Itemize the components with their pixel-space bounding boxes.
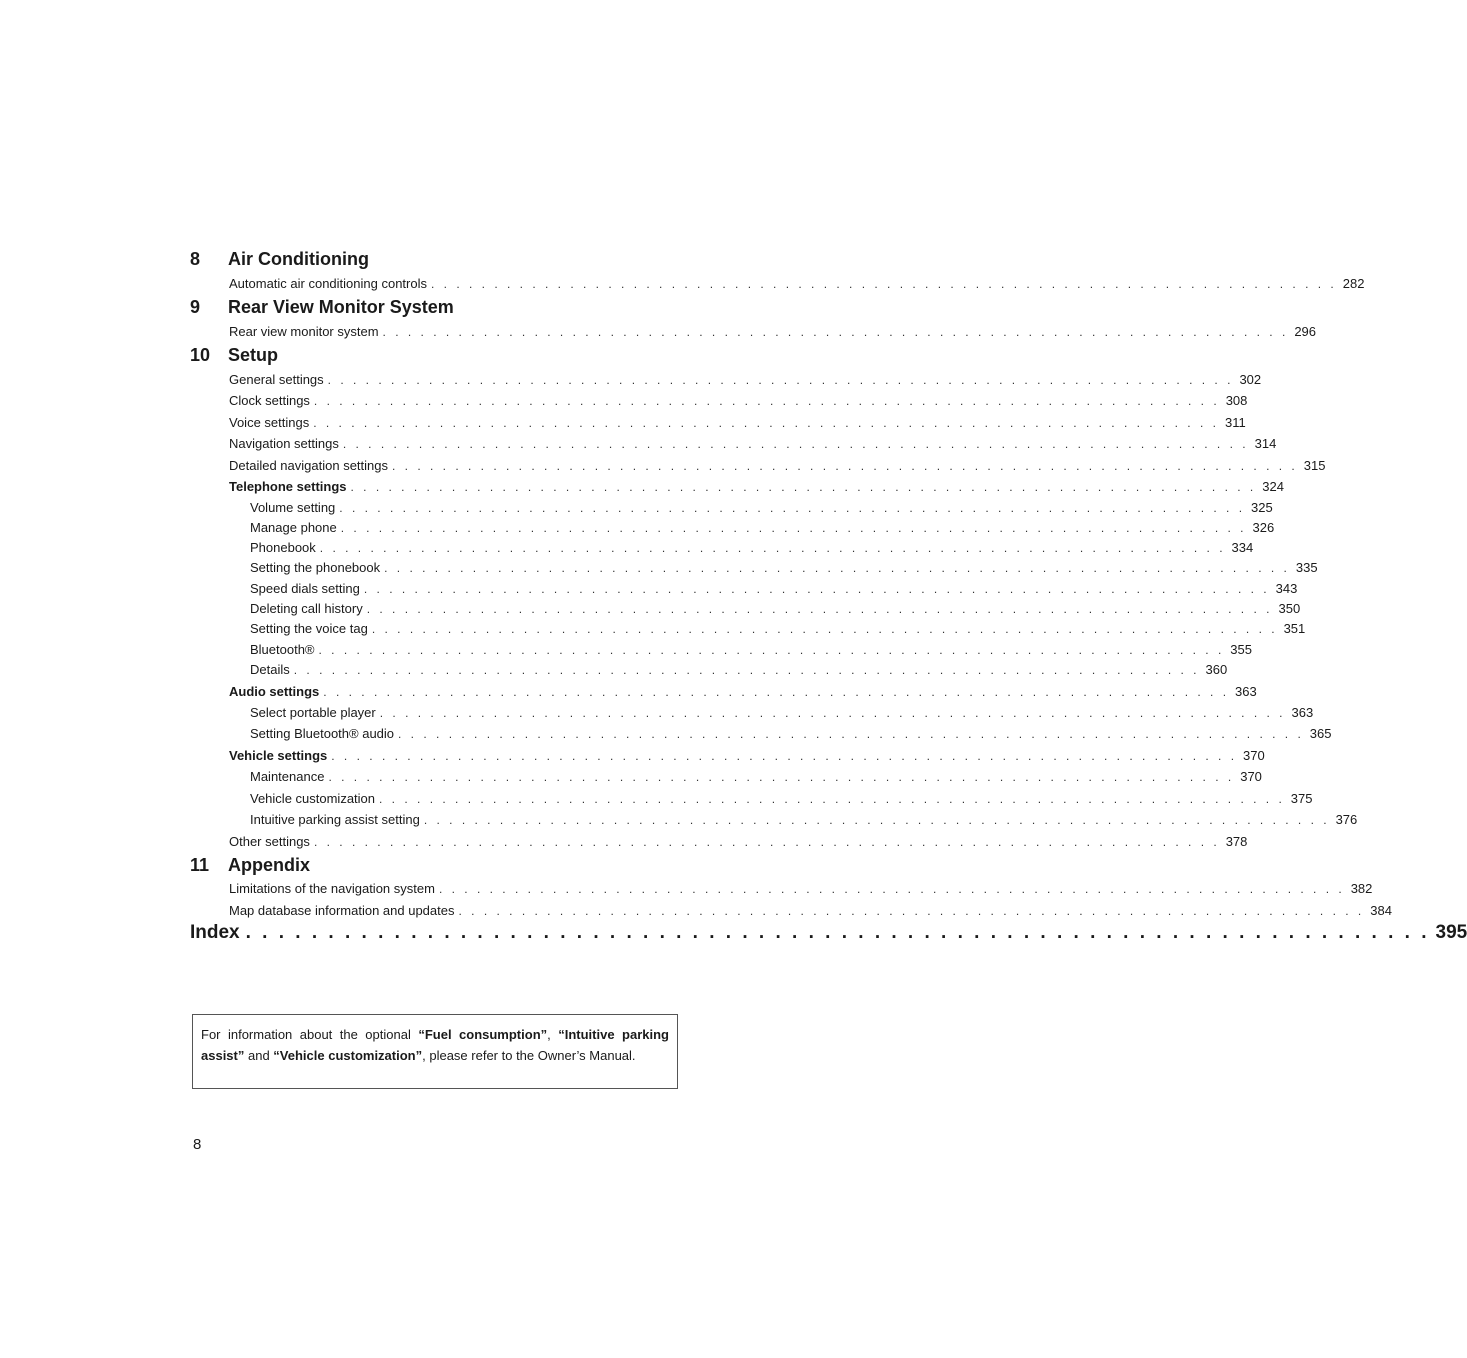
dot-leader: . . . . . . . . . . . . . . . . . . . . . . . . . . . . . . . . . . . . . . . . . . . . . . . . . . . . . . . . . . . . . . . . . . . . . . . .: [379, 792, 1285, 806]
entry-title: Setting Bluetooth® audio: [250, 726, 395, 741]
dot-leader: . . . . . . . . . . . . . . . . . . . . . . . . . . . . . . . . . . . . . . . . . . . . . . . . . . . . . . . . . . . . . . . . . . . . . . . .: [458, 904, 1365, 918]
entry-page: 296: [1294, 324, 1317, 339]
entry-title: Select portable player: [250, 705, 376, 720]
entry-page: 282: [1342, 276, 1365, 291]
toc-entry[interactable]: [229, 276, 1365, 293]
dot-leader: . . . . . . . . . . . . . . . . . . . . . . . . . . . . . . . . . . . . . . . . . . . . . . . . . . . . . . . . . . . . . . . . . . . . . . . .: [438, 882, 1345, 896]
index-entry[interactable]: [190, 922, 1467, 948]
toc-entry[interactable]: [229, 834, 1248, 851]
toc-subentry[interactable]: [250, 621, 1306, 638]
entry-page: 343: [1275, 581, 1298, 596]
dot-leader: . . . . . . . . . . . . . . . . . . . . . . . . . . . . . . . . . . . . . . . . . . . . . . . . . . . . . . . . . . . . . . . . . . . . . . . .: [313, 394, 1220, 408]
toc-subentry[interactable]: [250, 705, 1314, 722]
dot-leader: . . . . . . . . . . . . . . . . . . . . . . . . . . . . . . . . . . . . . . . . . . . . . . . . . . . . . . . . . . . . . . . . . . . . . . . .: [431, 277, 1337, 291]
dot-leader: . . . . . . . . . . . . . . . . . . . . . . . . . . . . . . . . . . . . . . . . . . . . . . . . . . . . . . . . . . . . . . . . . . . . . . . .: [384, 561, 1290, 575]
section-heading-air-conditioning: [190, 249, 369, 270]
entry-page: 360: [1205, 662, 1228, 677]
dot-leader: . . . . . . . . . . . . . . . . . . . . . . . . . . . . . . . . . . . . . . . . . . . . . . . . . . . . . . . . . . . . . . . . . . . . . . . .: [339, 501, 1246, 515]
entry-page: 350: [1278, 601, 1301, 616]
toc-entry[interactable]: [229, 372, 1262, 389]
dot-leader: . . . . . . . . . . . . . . . . . . . . . . . . . . . . . . . . . . . . . . . . . . . . . . . . . . . . . . . . . . . . . . . . . . . . . . . .: [340, 521, 1247, 535]
entry-title: Volume setting: [250, 500, 336, 515]
section-number: 8: [190, 249, 201, 269]
note-text: ,: [547, 1027, 559, 1042]
entry-title: Telephone settings: [229, 479, 347, 494]
section-title: Setup: [228, 345, 279, 365]
dot-leader: . . . . . . . . . . . . . . . . . . . . . . . . . . . . . . . . . . . . . . . . . . . . . . . . . . . . . . . . . . . . . . . . . . . . . . . .: [423, 813, 1330, 827]
entry-page: 363: [1235, 684, 1257, 699]
toc-entry-group[interactable]: [229, 748, 1265, 765]
dot-leader: . . . . . . . . . . . . . . . . . . . . . . . . . . . . . . . . . . . . . . . . . . . . . . . . . . . . . . . . . . . . . . . . . . . . . . . .: [366, 602, 1273, 616]
entry-page: 382: [1350, 881, 1373, 896]
toc-entry-group[interactable]: [229, 479, 1284, 496]
dot-leader: . . . . . . . . . . . . . . . . . . . . . . . . . . . . . . . . . . . . . . . . . . . . . . . . . . . . . . . . . . . . . . . . . . . . . . . .: [382, 325, 1289, 339]
entry-title: Phonebook: [250, 540, 316, 555]
entry-page: 314: [1254, 436, 1277, 451]
entry-page: 365: [1309, 726, 1332, 741]
entry-title: Bluetooth®: [250, 642, 315, 657]
entry-page: 335: [1295, 560, 1318, 575]
entry-page: 315: [1303, 458, 1326, 473]
note-highlight-fuel-consumption: “Fuel consumption”: [418, 1027, 548, 1042]
dot-leader: . . . . . . . . . . . . . . . . . . . . . . . . . . . . . . . . . . . . . . . . . . . . . . . . . . . . . . . . . . . . . . . . . . . . . . . .: [313, 416, 1219, 430]
entry-page: 375: [1290, 791, 1313, 806]
toc-subentry[interactable]: [250, 601, 1301, 618]
section-title: Air Conditioning: [228, 249, 369, 269]
entry-page: 325: [1251, 500, 1273, 515]
entry-page: 302: [1239, 372, 1262, 387]
section-number: 10: [190, 345, 211, 365]
entry-page: 351: [1283, 621, 1306, 636]
entry-page: 384: [1370, 903, 1392, 918]
entry-title: Deleting call history: [250, 601, 363, 616]
dot-leader: . . . . . . . . . . . . . . . . . . . . . . . . . . . . . . . . . . . . . . . . . . . . . . . . . . . . . . . . . . . . . . . . . . . . . . . .: [245, 922, 1430, 943]
dot-leader: . . . . . . . . . . . . . . . . . . . . . . . . . . . . . . . . . . . . . . . . . . . . . . . . . . . . . . . . . . . . . . . . . . . . . . . .: [398, 727, 1304, 741]
section-title: Rear View Monitor System: [228, 297, 454, 317]
dot-leader: . . . . . . . . . . . . . . . . . . . . . . . . . . . . . . . . . . . . . . . . . . . . . . . . . . . . . . . . . . . . . . . . . . . . . . . .: [371, 622, 1278, 636]
entry-page: 370: [1240, 769, 1262, 784]
entry-title: Voice settings: [229, 415, 310, 430]
dot-leader: . . . . . . . . . . . . . . . . . . . . . . . . . . . . . . . . . . . . . . . . . . . . . . . . . . . . . . . . . . . . . . . . . . . . . . . .: [331, 749, 1238, 763]
dot-leader: . . . . . . . . . . . . . . . . . . . . . . . . . . . . . . . . . . . . . . . . . . . . . . . . . . . . . . . . . . . . . . . . . . . . . . . .: [379, 706, 1286, 720]
toc-subentry[interactable]: [250, 791, 1313, 808]
page-number: 8: [193, 1136, 202, 1153]
dot-leader: . . . . . . . . . . . . . . . . . . . . . . . . . . . . . . . . . . . . . . . . . . . . . . . . . . . . . . . . . . . . . . . . . . . . . . . .: [342, 437, 1249, 451]
note-text: and: [244, 1048, 274, 1063]
section-title: Appendix: [228, 855, 311, 875]
entry-title: Vehicle customization: [250, 791, 376, 806]
entry-title: Navigation settings: [229, 436, 339, 451]
entry-title: Automatic air conditioning controls: [229, 276, 427, 291]
toc-subentry[interactable]: [250, 812, 1358, 829]
entry-title: Setting the voice tag: [250, 621, 368, 636]
toc-entry-group[interactable]: [229, 684, 1257, 701]
note-text: For information about the optional: [201, 1027, 419, 1042]
entry-title: Detailed navigation settings: [229, 458, 388, 473]
toc-subentry[interactable]: [250, 540, 1254, 557]
entry-page: 308: [1225, 393, 1248, 408]
entry-page: 370: [1243, 748, 1265, 763]
entry-page: 334: [1231, 540, 1254, 555]
dot-leader: . . . . . . . . . . . . . . . . . . . . . . . . . . . . . . . . . . . . . . . . . . . . . . . . . . . . . . . . . . . . . . . . . . . . . . . .: [319, 541, 1226, 555]
index-title: Index: [190, 922, 240, 943]
entry-title: Speed dials setting: [250, 581, 360, 596]
entry-page: 355: [1230, 642, 1252, 657]
toc-subentry[interactable]: [250, 560, 1318, 577]
toc-entry[interactable]: [229, 436, 1277, 453]
toc-subentry[interactable]: [250, 500, 1273, 517]
note-text: , please refer to the Owner’s Manual.: [422, 1048, 636, 1063]
entry-title: Limitations of the navigation system: [229, 881, 435, 896]
entry-title: Intuitive parking assist setting: [250, 812, 420, 827]
dot-leader: . . . . . . . . . . . . . . . . . . . . . . . . . . . . . . . . . . . . . . . . . . . . . . . . . . . . . . . . . . . . . . . . . . . . . . . .: [392, 459, 1298, 473]
dot-leader: . . . . . . . . . . . . . . . . . . . . . . . . . . . . . . . . . . . . . . . . . . . . . . . . . . . . . . . . . . . . . . . . . . . . . . . .: [318, 643, 1225, 657]
entry-title: Audio settings: [229, 684, 320, 699]
note-highlight-intuitive-parking-assist: “Intuitive parking assist”: [201, 1027, 669, 1063]
entry-page: 376: [1335, 812, 1358, 827]
dot-leader: . . . . . . . . . . . . . . . . . . . . . . . . . . . . . . . . . . . . . . . . . . . . . . . . . . . . . . . . . . . . . . . . . . . . . . . .: [327, 373, 1234, 387]
entry-title: Manage phone: [250, 520, 337, 535]
dot-leader: . . . . . . . . . . . . . . . . . . . . . . . . . . . . . . . . . . . . . . . . . . . . . . . . . . . . . . . . . . . . . . . . . . . . . . . .: [323, 685, 1230, 699]
toc-subentry[interactable]: [250, 662, 1228, 679]
section-heading-appendix: [190, 855, 310, 876]
entry-title: Clock settings: [229, 393, 310, 408]
note-highlight-vehicle-customization: “Vehicle customization”: [273, 1048, 423, 1063]
entry-page: 378: [1225, 834, 1248, 849]
entry-title: Maintenance: [250, 769, 325, 784]
entry-title: Other settings: [229, 834, 310, 849]
entry-page: 324: [1262, 479, 1284, 494]
toc-subentry[interactable]: [250, 726, 1332, 743]
toc-subentry[interactable]: [250, 581, 1298, 598]
toc-subentry[interactable]: [250, 769, 1262, 786]
owners-manual-note: [192, 1014, 678, 1089]
entry-title: Setting the phonebook: [250, 560, 381, 575]
entry-page: 311: [1224, 415, 1246, 430]
dot-leader: . . . . . . . . . . . . . . . . . . . . . . . . . . . . . . . . . . . . . . . . . . . . . . . . . . . . . . . . . . . . . . . . . . . . . . . .: [313, 835, 1220, 849]
dot-leader: . . . . . . . . . . . . . . . . . . . . . . . . . . . . . . . . . . . . . . . . . . . . . . . . . . . . . . . . . . . . . . . . . . . . . . . .: [363, 582, 1270, 596]
entry-title: Vehicle settings: [229, 748, 328, 763]
toc-entry[interactable]: [229, 881, 1373, 898]
section-number: 11: [190, 855, 210, 875]
toc-subentry[interactable]: [250, 520, 1275, 537]
toc-entry[interactable]: [229, 458, 1326, 475]
toc-entry[interactable]: [229, 324, 1317, 341]
entry-title: Map database information and updates: [229, 903, 455, 918]
toc-entry[interactable]: [229, 903, 1392, 920]
entry-title: General settings: [229, 372, 324, 387]
dot-leader: . . . . . . . . . . . . . . . . . . . . . . . . . . . . . . . . . . . . . . . . . . . . . . . . . . . . . . . . . . . . . . . . . . . . . . . .: [293, 663, 1200, 677]
toc-entry[interactable]: [229, 415, 1246, 432]
section-heading-setup: [190, 345, 278, 366]
section-heading-rear-view-monitor: [190, 297, 454, 318]
entry-title: Rear view monitor system: [229, 324, 379, 339]
toc-subentry[interactable]: [250, 642, 1252, 659]
dot-leader: . . . . . . . . . . . . . . . . . . . . . . . . . . . . . . . . . . . . . . . . . . . . . . . . . . . . . . . . . . . . . . . . . . . . . . . .: [350, 480, 1257, 494]
section-number: 9: [190, 297, 201, 317]
dot-leader: . . . . . . . . . . . . . . . . . . . . . . . . . . . . . . . . . . . . . . . . . . . . . . . . . . . . . . . . . . . . . . . . . . . . . . . .: [328, 770, 1235, 784]
entry-page: 326: [1252, 520, 1275, 535]
entry-page: 363: [1291, 705, 1314, 720]
index-page: 395: [1435, 922, 1467, 943]
toc-entry[interactable]: [229, 393, 1248, 410]
entry-title: Details: [250, 662, 290, 677]
